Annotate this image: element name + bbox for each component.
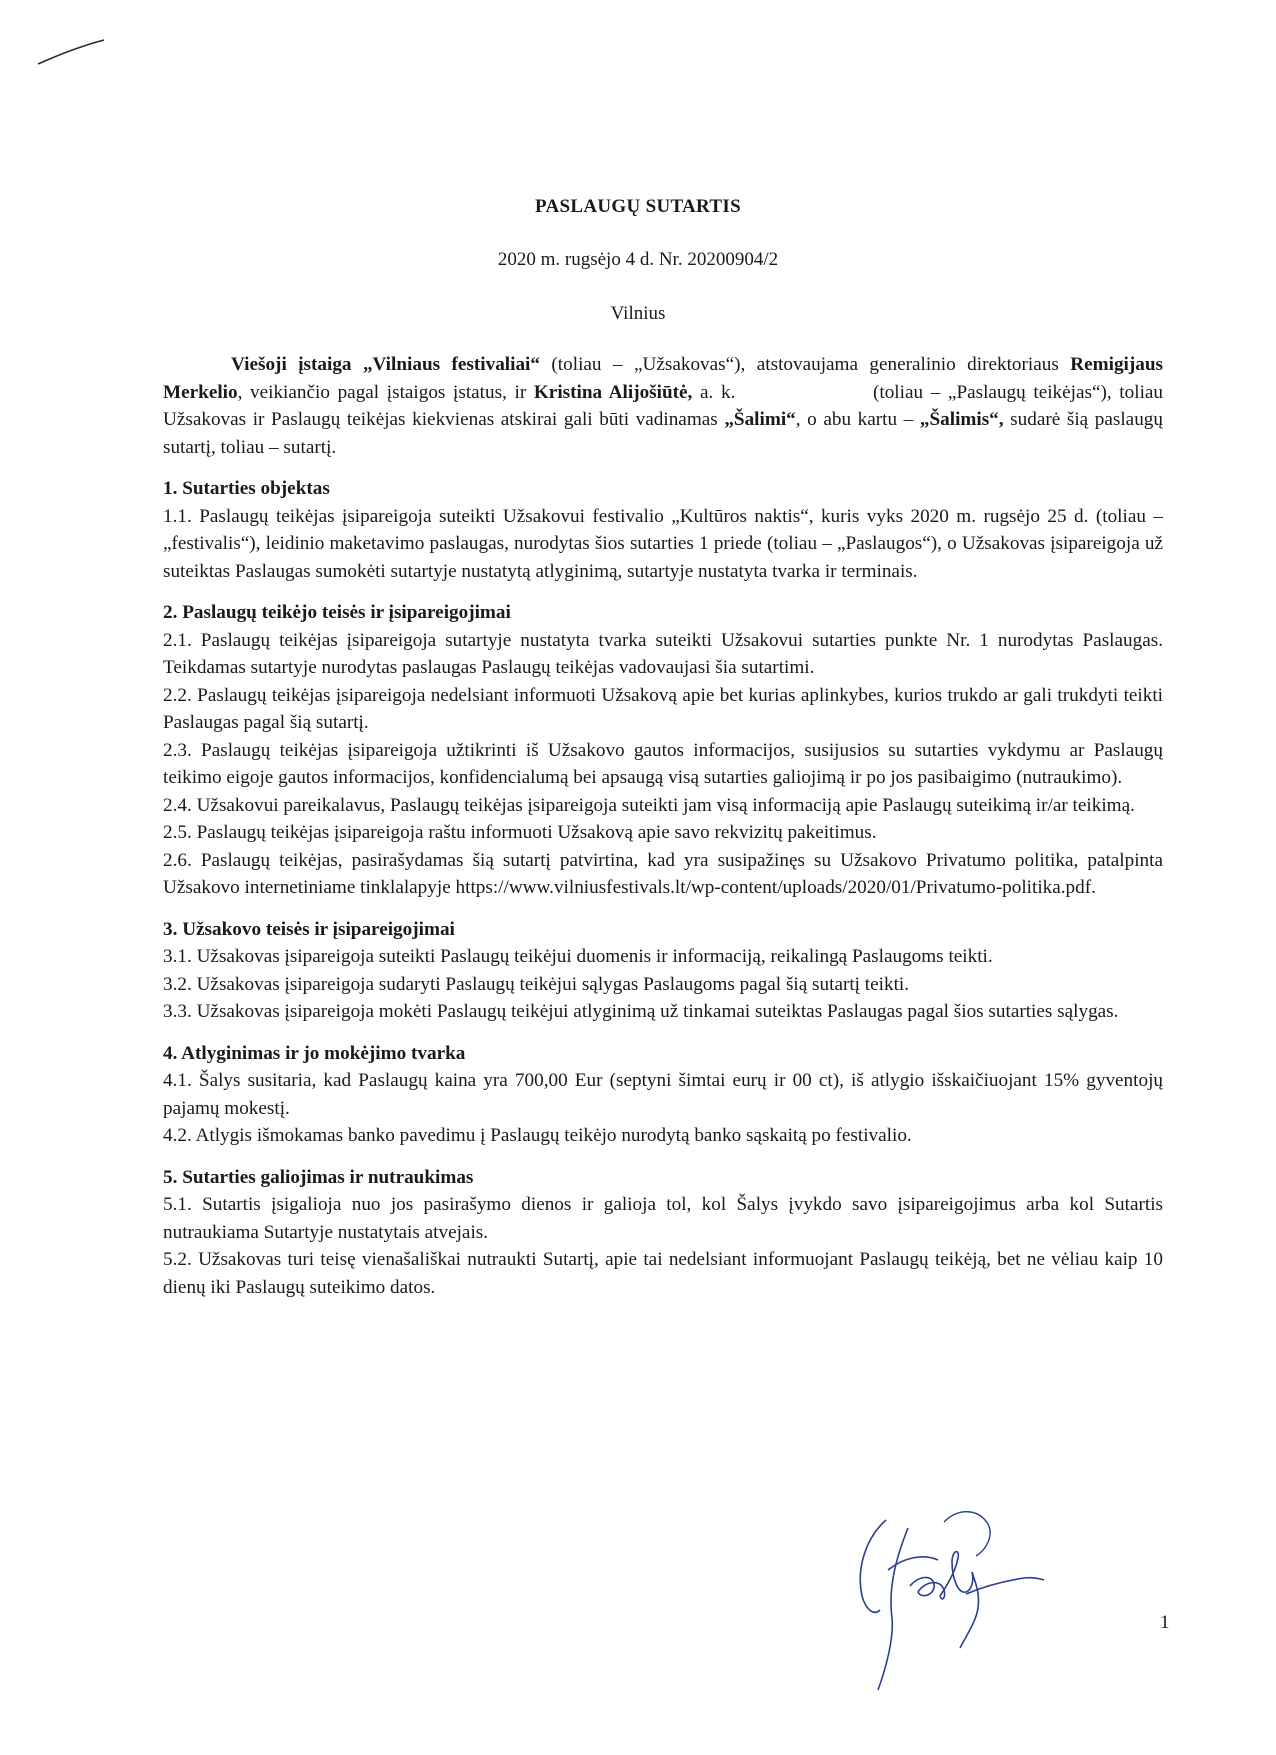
document-body: [163, 351, 1163, 1315]
clause-3-1: 3.1. Užsakovas įsipareigoja suteikti Paslaugų teikėjui duomenis ir informaciją, reikalingą Paslaugoms teikti.: [163, 946, 993, 967]
pen-mark: [36, 38, 106, 68]
section-title: 1. Sutarties objektas: [163, 478, 330, 499]
intro-provider-name: Kristina Alijošiūtė,: [533, 381, 693, 403]
document-place: Vilnius: [610, 303, 666, 324]
clause-3-3: 3.3. Užsakovas įsipareigoja mokėti Paslaugų teikėjui atlyginimą už tinkamai suteiktas Paslaugas pagal šios sutarties sąlygas.: [163, 1001, 1119, 1022]
section-title: 2. Paslaugų teikėjo teisės ir įsipareigojimai: [163, 602, 511, 623]
clause-1-1: 1.1. Paslaugų teikėjas įsipareigoja suteikti Užsakovui festivalio „Kultūros naktis“, kuris vyks 2020 m. rugsėjo 25 d. (toliau – „festivalis“), leidinio maketavimo paslaugas, nurodytas šios sutarties 1 priede (toliau – „Paslaugos“), o Užsakovas įsipareigoja už suteiktas Paslaugas sumokėti sutartyje nustatytą atlyginimą, sutartyje nustatyta tvarka ir terminais.: [163, 505, 1163, 582]
intro-party-name: Viešoji įstaiga „Vilniaus festivaliai“: [231, 354, 540, 375]
intro-paragraph: Viešoji įstaiga „Vilniaus festivaliai“ (toliau – „Užsakovas“), atstovaujama generalinio direktoriaus Remigijaus Merkelio, veikiančio pagal įstaigos įstatus, ir Kristina Alijošiūtė, a. k. (toliau – „Paslaugų teikėjas“), toliau Užsakovas ir Paslaugų teikėjas kiekvienas atskirai gali būti vadinamas „Šalimi“, o abu kartu – „Šalimis“, sudarė šią paslaugų sutartį, toliau – sutartį.: [163, 354, 1164, 458]
section-3: [163, 916, 1163, 1026]
page-number: 1: [1160, 1612, 1170, 1633]
clause-2-5: 2.5. Paslaugų teikėjas įsipareigoja raštu informuoti Užsakovą apie savo rekvizitų pakeitimus.: [163, 822, 877, 843]
section-2: [163, 599, 1163, 902]
section-title: 4. Atlyginimas ir jo mokėjimo tvarka: [163, 1042, 466, 1064]
section-5: [163, 1164, 1163, 1302]
clause-2-3: 2.3. Paslaugų teikėjas įsipareigoja užtikrinti iš Užsakovo gautos informacijos, susijusios su sutarties vykdymu ar Paslaugų teikimo eigoje gautos informacijos, konfidencialumą bei apsaugą visą sutarties galiojimą ir po jos pasibaigimo (nutraukimo).: [163, 739, 1163, 788]
document-title: PASLAUGŲ SUTARTIS: [535, 196, 741, 217]
clause-5-2: 5.2. Užsakovas turi teisę vienašališkai nutraukti Sutartį, apie tai nedelsiant informuojant Paslaugų teikėją, bet ne vėliau kaip 10 dienų iki Paslaugų suteikimo datos.: [163, 1249, 1163, 1298]
document-date-number: 2020 m. rugsėjo 4 d. Nr. 20200904/2: [497, 249, 779, 270]
section-1: [163, 475, 1163, 585]
section-title: 5. Sutarties galiojimas ir nutraukimas: [163, 1166, 474, 1188]
clause-4-1: 4.1. Šalys susitaria, kad Paslaugų kaina yra 700,00 Eur (septyni šimtai eurų ir 00 ct), iš atlygio išskaičiuojant 15% gyventojų pajamų mokestį.: [163, 1070, 1163, 1119]
clause-2-6: 2.6. Paslaugų teikėjas, pasirašydamas šią sutartį patvirtina, kad yra susipažinęs su Užsakovo Privatumo politika, patalpinta Užsakovo internetiniame tinklalapyje https://www.vilniusfestivals.lt/wp-content/uploads/2020/01/Privatumo-politika.pdf.: [163, 849, 1163, 898]
clause-2-2: 2.2. Paslaugų teikėjas įsipareigoja nedelsiant informuoti Užsakovą apie bet kurias aplinkybes, kurios trukdo ar gali trukdyti teikti Paslaugas pagal šią sutartį.: [163, 684, 1163, 733]
clause-5-1: 5.1. Sutartis įsigalioja nuo jos pasirašymo dienos ir galioja tol, kol Šalys įvykdo savo įsipareigojimus arba kol Sutartis nutraukiama Sutartyje nustatytais atvejais.: [163, 1194, 1163, 1243]
section-4: [163, 1040, 1163, 1150]
intro-director-name: Remigijaus Merkelio: [163, 354, 1163, 403]
clause-3-2: 3.2. Užsakovas įsipareigoja sudaryti Paslaugų teikėjui sąlygas Paslaugoms pagal šią sutartį teikti.: [163, 973, 910, 995]
handwritten-signature: [848, 1498, 1048, 1698]
clause-2-4: 2.4. Užsakovui pareikalavus, Paslaugų teikėjas įsipareigoja suteikti jam visą informaciją apie Paslaugų suteikimą ir/ar teikimą.: [163, 794, 1135, 816]
section-title: 3. Užsakovo teisės ir įsipareigojimai: [163, 918, 455, 940]
clause-4-2: 4.2. Atlygis išmokamas banko pavedimu į Paslaugų teikėjo nurodytą banko sąskaitą po festivalio.: [163, 1125, 912, 1146]
clause-2-1: 2.1. Paslaugų teikėjas įsipareigoja sutartyje nustatyta tvarka suteikti Užsakovui sutarties punkte Nr. 1 nurodytas Paslaugas. Teikdamas sutartyje nurodytas paslaugas Paslaugų teikėjas vadovaujasi šia sutartimi.: [163, 629, 1163, 678]
